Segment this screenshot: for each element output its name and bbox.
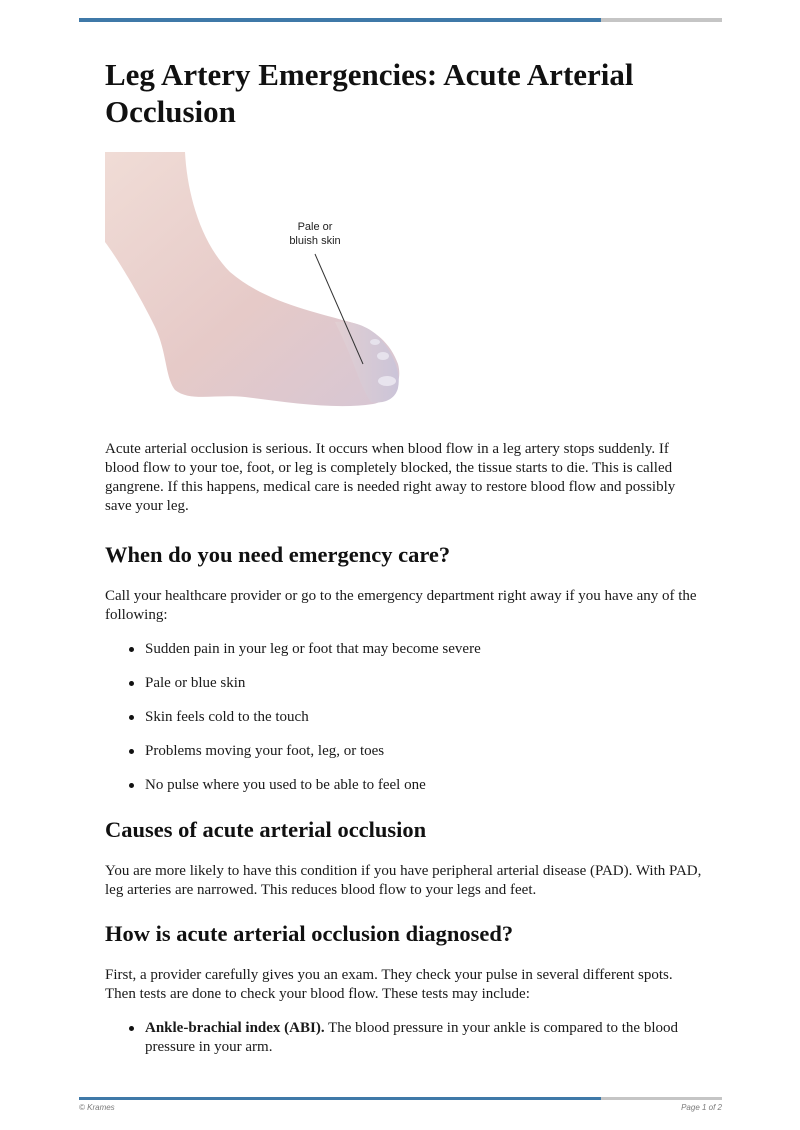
causes-paragraph: You are more likely to have this condition if you have peripheral arterial disease (PAD). With PAD, leg arteries are narrowed. This reduces blood flow to your legs and feet. <box>105 863 702 898</box>
article-body <box>105 440 705 1057</box>
footer-page-number: Page 1 of 2 <box>681 1103 722 1112</box>
top-rule <box>79 18 722 22</box>
emergency-list <box>105 640 705 795</box>
list-item <box>105 1019 705 1057</box>
diagnosis-lead: First, a provider carefully gives you an exam. They check your pulse in several different spots. Then tests are done to check your blood flow. These tests may include: <box>105 967 673 1002</box>
list-item-term: Ankle-brachial index (ABI). <box>145 1020 325 1036</box>
foot-drawing <box>105 152 405 410</box>
diagnosis-heading: How is acute arterial occlusion diagnosed? <box>105 921 514 946</box>
foot-illustration <box>105 152 405 410</box>
causes-heading: Causes of acute arterial occlusion <box>105 817 427 842</box>
diagnosis-list <box>105 1019 705 1057</box>
callout-label-line2: bluish skin <box>289 235 341 247</box>
list-item: No pulse where you used to be able to feel one <box>105 776 705 795</box>
toenail <box>370 339 380 345</box>
bottom-rule <box>79 1097 722 1100</box>
list-item: Problems moving your foot, leg, or toes <box>105 742 705 761</box>
list-item: Pale or blue skin <box>105 674 705 693</box>
toenail <box>378 376 396 386</box>
callout-label-line1: Pale or <box>297 221 333 233</box>
list-item-text: The blood pressure in your ankle is compared to the blood pressure in your arm. <box>145 1020 679 1055</box>
emergency-lead: Call your healthcare provider or go to the emergency department right away if you have any of the following: <box>105 588 697 623</box>
emergency-heading: When do you need emergency care? <box>105 542 451 567</box>
toenail <box>377 352 389 360</box>
list-item: Skin feels cold to the touch <box>105 708 705 727</box>
intro-paragraph: Acute arterial occlusion is serious. It occurs when blood flow in a leg artery stops suddenly. If blood flow to your toe, foot, or leg is completely blocked, the tissue starts to die. This is called gangrene. If this happens, medical care is needed right away to restore blood flow and possibly save your leg. <box>105 441 676 514</box>
list-item: Sudden pain in your leg or foot that may become severe <box>105 640 705 659</box>
footer-copyright: © Krames <box>79 1103 115 1112</box>
page-title: Leg Artery Emergencies: Acute Arterial Occlusion <box>105 57 634 129</box>
